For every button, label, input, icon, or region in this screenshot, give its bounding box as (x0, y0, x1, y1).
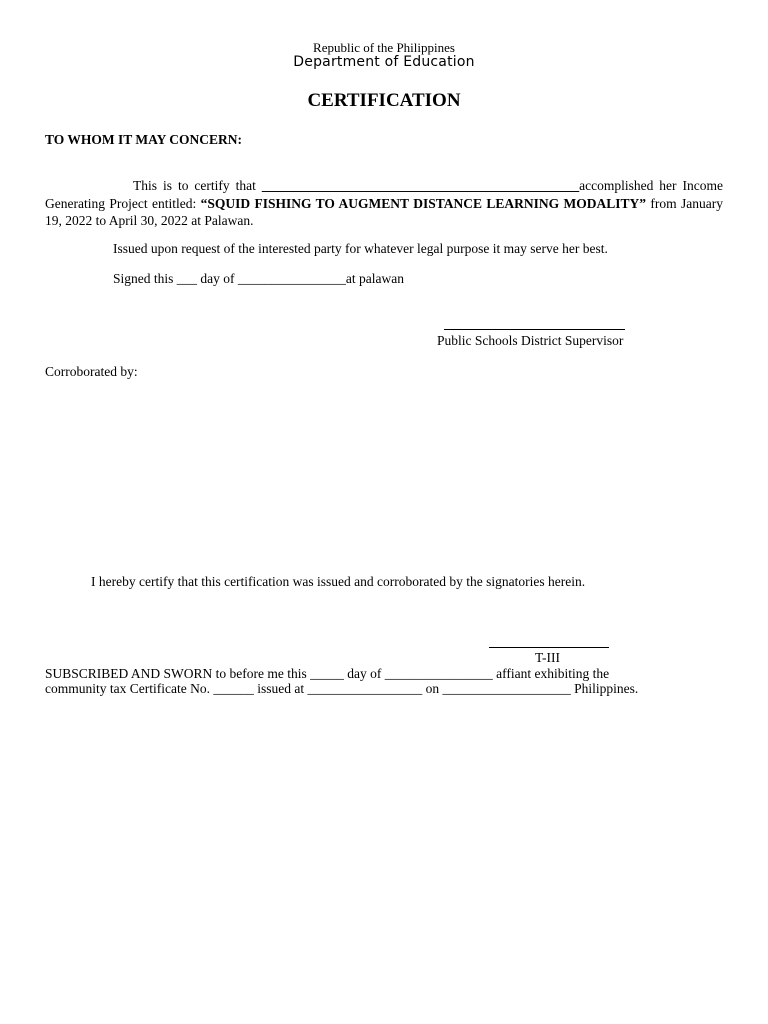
supervisor-title: Public Schools District Supervisor (437, 333, 624, 348)
teacher-signature-line (489, 647, 609, 648)
republic-heading: Republic of the Philippines (313, 40, 455, 55)
supervisor-signature-line (444, 329, 625, 330)
project-period: from January 19, 2022 to April 30, 2022 at Palawan. (45, 195, 723, 228)
department-heading: Department of Education (293, 54, 475, 70)
teacher-title: T-III (535, 650, 560, 665)
name-blank: _______________________________________________ (261, 178, 580, 193)
sworn-line-1: SUBSCRIBED AND SWORN to before me this _____ day of ________________ affiant exhibiting the (45, 666, 610, 681)
certify-suffix: accomplished her Income Generating Project entitled: (45, 178, 723, 211)
salutation: TO WHOM IT MAY CONCERN: (45, 132, 243, 147)
corroborated-label: Corroborated by: (45, 364, 138, 379)
issued-statement: Issued upon request of the interested party for whatever legal purpose it may serve her best. (113, 241, 608, 256)
certification-paragraph (45, 177, 723, 230)
project-title: “SQUID FISHING TO AUGMENT DISTANCE LEARNING MODALITY” (200, 195, 646, 211)
signed-statement: Signed this ___ day of ________________at palawan (113, 271, 404, 286)
sworn-line-2: community tax Certificate No. ______ issued at _________________ on ___________________ Philippines. (45, 681, 639, 696)
document-title: CERTIFICATION (307, 90, 461, 111)
certify-prefix: This is to certify that (133, 178, 256, 193)
hereby-certify-statement: I hereby certify that this certification was issued and corroborated by the signatories herein. (91, 574, 586, 589)
sworn-statement (45, 666, 725, 696)
